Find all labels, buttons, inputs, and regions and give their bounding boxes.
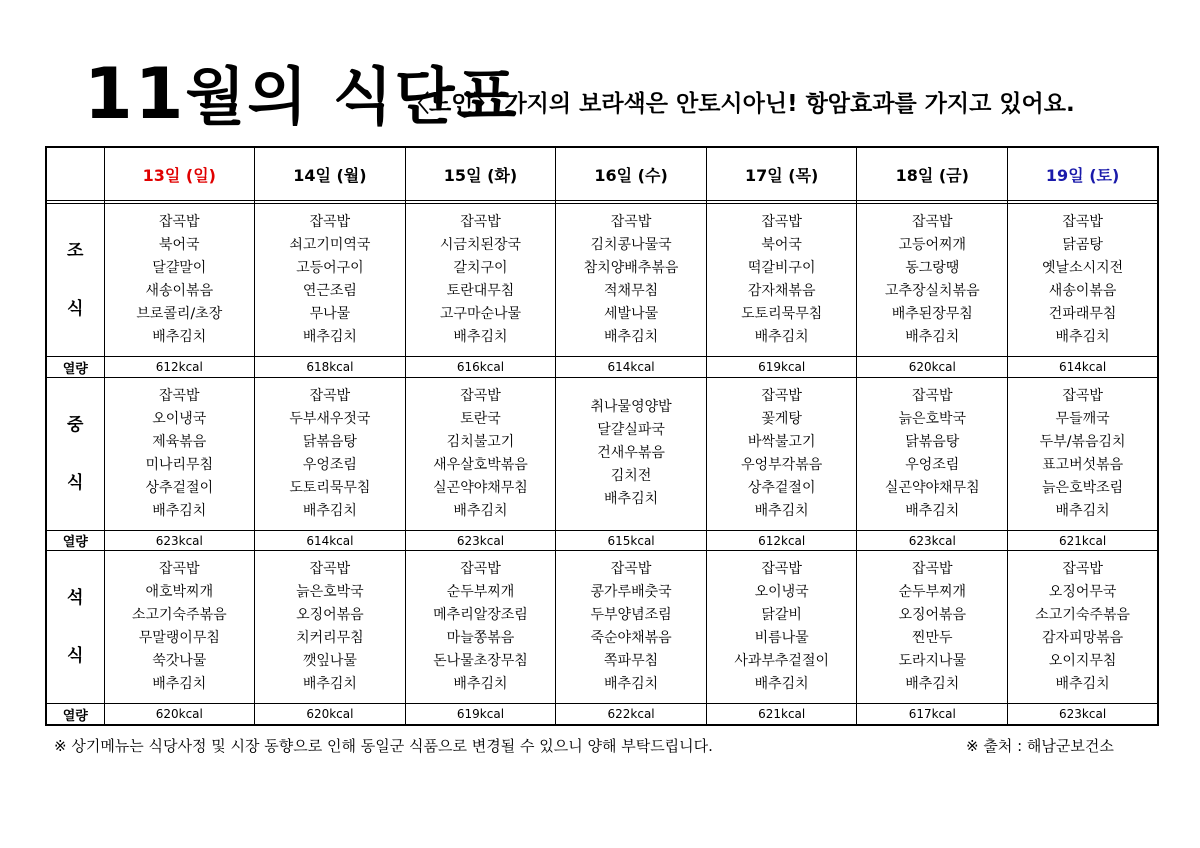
dish-list: [707, 211, 857, 349]
dish-item: 배추김치: [905, 329, 960, 346]
dish-item: 쑥갓나물: [152, 653, 207, 670]
dish-item: 세발나물: [604, 306, 659, 323]
dish-item: 무말랭이무침: [138, 630, 220, 647]
day-header: [556, 147, 707, 201]
dish-item: 순두부찌개: [446, 584, 515, 601]
menu-cell: [104, 551, 255, 704]
dish-item: 잡곡밥: [610, 214, 652, 231]
meal-label-char: 식: [67, 646, 84, 667]
dish-item: 실곤약야채무침: [884, 479, 980, 496]
dish-item: 오징어볶음: [898, 607, 967, 624]
dish-list: [707, 558, 857, 696]
dish-item: 바싹불고기: [747, 433, 816, 450]
dish-item: 닭볶음탕: [302, 433, 357, 450]
dish-item: 배추김치: [302, 676, 357, 693]
dish-item: 잡곡밥: [610, 561, 652, 578]
dish-item: 배추김치: [754, 502, 809, 519]
dish-item: 메추리알장조림: [433, 607, 528, 624]
dish-item: 새송이볶음: [1048, 283, 1117, 300]
dish-item: 감자피망볶음: [1042, 630, 1124, 647]
kcal-value: 623kcal: [857, 530, 1008, 551]
kcal-value: 614kcal: [1008, 357, 1159, 378]
dish-item: 오이냉국: [152, 410, 207, 427]
menu-cell: [556, 377, 707, 530]
dish-item: 찐만두: [911, 630, 953, 647]
dish-item: 연근조림: [302, 283, 357, 300]
kcal-value: 612kcal: [104, 357, 255, 378]
dish-item: 비름나물: [754, 630, 809, 647]
dish-item: 소고기숙주볶음: [131, 607, 227, 624]
footer-source: ※ 출처 : 해남군보건소: [966, 737, 1114, 755]
dish-item: 치커리무침: [296, 630, 364, 647]
menu-cell: [857, 204, 1008, 357]
dish-list: [105, 211, 255, 349]
menu-cell: [255, 551, 406, 704]
dish-item: 애호박찌개: [145, 584, 214, 601]
dish-item: 배추김치: [604, 329, 659, 346]
day-label: 15일 (화): [443, 165, 518, 185]
dish-item: 떡갈비구이: [747, 260, 816, 277]
dish-item: 상추겉절이: [145, 479, 214, 496]
title-row: [84, 53, 1184, 135]
dish-item: 배추김치: [905, 502, 960, 519]
dish-item: 배추김치: [754, 329, 809, 346]
dish-item: 새송이볶음: [145, 283, 214, 300]
dish-item: 도라지나물: [898, 653, 967, 670]
dish-item: 잡곡밥: [761, 214, 802, 231]
dish-item: 마늘쫑볶음: [446, 630, 515, 647]
dish-item: 두부양념조림: [590, 607, 672, 624]
kcal-value: 615kcal: [556, 530, 707, 551]
dish-item: 소고기숙주볶음: [1035, 607, 1130, 624]
dish-item: 잡곡밥: [460, 561, 501, 578]
kcal-value: 623kcal: [405, 530, 556, 551]
dish-item: 고등어구이: [296, 260, 364, 277]
meal-label-char: 조: [67, 241, 84, 262]
dish-item: 닭갈비: [761, 607, 802, 624]
footer-note: ※ 상기메뉴는 식당사정 및 시장 동향으로 인해 동일군 식품으로 변경될 수 있으니 양해 부탁드립니다.: [54, 737, 713, 755]
kcal-value: 619kcal: [706, 357, 857, 378]
dish-item: 콩가루배춧국: [590, 584, 672, 601]
dish-item: 닭볶음탕: [905, 433, 960, 450]
dish-item: 잡곡밥: [1062, 214, 1103, 231]
dish-item: 잡곡밥: [911, 214, 953, 231]
dish-item: 배추김치: [152, 329, 207, 346]
dish-list: [105, 558, 255, 696]
dish-list: [857, 385, 1007, 523]
dish-item: 꽃게탕: [761, 410, 802, 427]
dish-item: 배추김치: [604, 676, 659, 693]
dish-item: 옛날소시지전: [1042, 260, 1124, 277]
kcal-value: 620kcal: [104, 704, 255, 725]
meal-row: [46, 551, 1158, 704]
kcal-value: 622kcal: [556, 704, 707, 725]
menu-cell: [857, 551, 1008, 704]
kcal-value: 617kcal: [857, 704, 1008, 725]
dish-item: 토란대무침: [446, 283, 515, 300]
dish-item: 배추김치: [754, 676, 809, 693]
dish-list: [1008, 385, 1157, 523]
dish-item: 실곤약야채무침: [433, 479, 528, 496]
title-month-number: 11: [84, 53, 186, 135]
title-main-text: 월의 식단표: [185, 60, 519, 133]
dish-item: 제육볶음: [152, 433, 207, 450]
menu-cell: [104, 377, 255, 530]
dish-list: [255, 211, 405, 349]
dish-item: 두부새우젓국: [289, 410, 371, 427]
dish-item: 우엉조림: [905, 456, 960, 473]
menu-cell: [1008, 204, 1159, 357]
meal-label-cell: [46, 204, 104, 357]
dish-list: [707, 385, 857, 523]
dish-item: 잡곡밥: [309, 214, 351, 231]
dish-list: [857, 558, 1007, 696]
dish-item: 배추김치: [453, 676, 508, 693]
menu-cell: [556, 204, 707, 357]
menu-table-body: [46, 147, 1158, 725]
dish-item: 잡곡밥: [460, 387, 501, 404]
dish-list: [255, 558, 405, 696]
menu-cell: [1008, 377, 1159, 530]
dish-item: 취나물영양밥: [590, 399, 672, 416]
dish-item: 쇠고기미역국: [289, 237, 371, 254]
dish-item: 늙은호박조림: [1042, 479, 1124, 496]
meal-label-char: 식: [67, 299, 84, 320]
dish-item: 배추된장무침: [891, 306, 973, 323]
meal-label-cell: [46, 377, 104, 530]
dish-list: [406, 558, 556, 696]
dish-item: 순두부찌개: [898, 584, 967, 601]
menu-cell: [104, 204, 255, 357]
day-header: [1008, 147, 1159, 201]
kcal-value: 623kcal: [1008, 704, 1159, 725]
meal-row: [46, 204, 1158, 357]
meal-label-char: 중: [67, 414, 84, 435]
dish-item: 잡곡밥: [309, 561, 351, 578]
dish-item: 오징어무국: [1048, 584, 1117, 601]
kcal-value: 614kcal: [255, 530, 406, 551]
dish-item: 배추김치: [302, 329, 357, 346]
dish-item: 배추김치: [152, 502, 207, 519]
dish-item: 무나물: [309, 306, 351, 323]
dish-item: 배추김치: [1055, 676, 1110, 693]
dish-item: 배추김치: [1055, 502, 1110, 519]
day-header: [706, 147, 857, 201]
day-header: [104, 147, 255, 201]
dish-item: 잡곡밥: [761, 387, 802, 404]
kcal-value: 618kcal: [255, 357, 406, 378]
dish-item: 잡곡밥: [911, 387, 953, 404]
dish-item: 배추김치: [905, 676, 960, 693]
day-label: 19일 (토): [1045, 165, 1120, 185]
dish-item: 달걀실파국: [597, 422, 665, 439]
day-header: [255, 147, 406, 201]
dish-item: 늙은호박국: [296, 584, 364, 601]
kcal-value: 614kcal: [556, 357, 707, 378]
kcal-value: 620kcal: [857, 357, 1008, 378]
kcal-value: 620kcal: [255, 704, 406, 725]
kcal-value: 623kcal: [104, 530, 255, 551]
dish-list: [556, 211, 706, 349]
dish-item: 우엉부각볶음: [741, 456, 823, 473]
dish-item: 쪽파무침: [604, 653, 659, 670]
meal-row: [46, 377, 1158, 530]
meal-label-char: 식: [67, 472, 84, 493]
menu-cell: [255, 377, 406, 530]
kcal-label: 열량: [46, 704, 104, 725]
kcal-value: 619kcal: [405, 704, 556, 725]
kcal-value: 616kcal: [405, 357, 556, 378]
menu-cell: [706, 377, 857, 530]
dish-item: 적채무침: [604, 283, 659, 300]
dish-item: 돈나물초장무침: [433, 653, 528, 670]
day-label: 14일 (월): [293, 165, 367, 185]
menu-cell: [405, 377, 556, 530]
dish-list: [406, 211, 556, 349]
meal-label: [47, 569, 104, 685]
dish-item: 죽순야채볶음: [590, 630, 672, 647]
menu-cell: [706, 204, 857, 357]
day-header: [857, 147, 1008, 201]
dish-item: 잡곡밥: [159, 214, 200, 231]
dish-list: [105, 385, 255, 523]
dish-item: 표고버섯볶음: [1042, 456, 1124, 473]
dish-item: 무들깨국: [1055, 410, 1110, 427]
day-header: [405, 147, 556, 201]
menu-cell: [706, 551, 857, 704]
dish-item: 건새우볶음: [597, 445, 665, 462]
dish-item: 배추김치: [604, 491, 659, 508]
dish-item: 배추김치: [1055, 329, 1110, 346]
meal-label-cell: [46, 551, 104, 704]
meal-label-char: 석: [67, 588, 84, 609]
dish-list: [1008, 211, 1157, 349]
dish-item: 상추겉절이: [747, 479, 816, 496]
kcal-row: [46, 704, 1158, 725]
dish-item: 배추김치: [453, 502, 508, 519]
dish-item: 김치전: [610, 468, 652, 485]
dish-item: 잡곡밥: [309, 387, 351, 404]
kcal-label: 열량: [46, 357, 104, 378]
dish-item: 잡곡밥: [911, 561, 953, 578]
dish-item: 잡곡밥: [159, 561, 200, 578]
menu-cell: [857, 377, 1008, 530]
meal-label: [47, 222, 104, 338]
dish-item: 새우살호박볶음: [433, 456, 528, 473]
meal-label: [47, 396, 104, 512]
dish-item: 시금치된장국: [439, 237, 522, 254]
dish-item: 건파래무침: [1048, 306, 1117, 323]
dish-item: 감자채볶음: [747, 283, 816, 300]
menu-cell: [1008, 551, 1159, 704]
dish-item: 배추김치: [152, 676, 207, 693]
dish-item: 잡곡밥: [460, 214, 501, 231]
kcal-row: [46, 530, 1158, 551]
dish-list: [406, 385, 556, 523]
menu-cell: [255, 204, 406, 357]
kcal-value: 621kcal: [1008, 530, 1159, 551]
dish-item: 북어국: [761, 237, 802, 254]
dish-item: 잡곡밥: [1062, 561, 1103, 578]
dish-item: 오이냉국: [754, 584, 809, 601]
dish-item: 고등어찌개: [898, 237, 967, 254]
dish-item: 북어국: [159, 237, 200, 254]
dish-list: [556, 396, 706, 511]
dish-item: 닭곰탕: [1062, 237, 1103, 254]
dish-item: 도토리묵무침: [741, 306, 823, 323]
dish-item: 오징어볶음: [296, 607, 364, 624]
corner-cell: [46, 147, 104, 201]
dish-item: 브로콜리/초장: [136, 306, 223, 323]
dish-item: 오이지무침: [1048, 653, 1117, 670]
dish-item: 고추장실치볶음: [884, 283, 980, 300]
header-row: [46, 147, 1158, 201]
day-label: 13일 (일): [142, 165, 216, 185]
kcal-value: 621kcal: [706, 704, 857, 725]
dish-list: [255, 385, 405, 523]
kcal-value: 612kcal: [706, 530, 857, 551]
dish-item: 배추김치: [302, 502, 357, 519]
dish-item: 잡곡밥: [159, 387, 200, 404]
dish-item: 고구마순나물: [439, 306, 522, 323]
dish-item: 깻잎나물: [302, 653, 357, 670]
page-subtitle: 〈노인〉 가지의 보라색은 안토시아닌! 항암효과를 가지고 있어요.: [406, 91, 1075, 117]
day-label: 16일 (수): [594, 165, 668, 185]
day-label: 17일 (목): [744, 165, 819, 185]
dish-item: 미나리무침: [145, 456, 214, 473]
menu-cell: [405, 204, 556, 357]
dish-list: [857, 211, 1007, 349]
dish-item: 두부/볶음김치: [1039, 433, 1126, 450]
dish-item: 참치양배추볶음: [583, 260, 679, 277]
menu-table: [45, 146, 1159, 726]
dish-item: 갈치구이: [453, 260, 508, 277]
dish-item: 김치콩나물국: [590, 237, 672, 254]
dish-item: 우엉조림: [302, 456, 357, 473]
dish-item: 도토리묵무침: [289, 479, 371, 496]
dish-item: 잡곡밥: [761, 561, 802, 578]
menu-cell: [405, 551, 556, 704]
day-label: 18일 (금): [895, 165, 969, 185]
dish-item: 잡곡밥: [1062, 387, 1103, 404]
dish-item: 배추김치: [453, 329, 508, 346]
kcal-label: 열량: [46, 530, 104, 551]
dish-item: 늙은호박국: [898, 410, 967, 427]
dish-list: [556, 558, 706, 696]
dish-item: 사과부추겉절이: [734, 653, 829, 670]
dish-item: 동그랑땡: [905, 260, 960, 277]
menu-cell: [556, 551, 707, 704]
dish-item: 토란국: [460, 410, 501, 427]
dish-list: [1008, 558, 1157, 696]
dish-item: 김치불고기: [446, 433, 515, 450]
kcal-row: [46, 357, 1158, 378]
dish-item: 달걀말이: [152, 260, 207, 277]
